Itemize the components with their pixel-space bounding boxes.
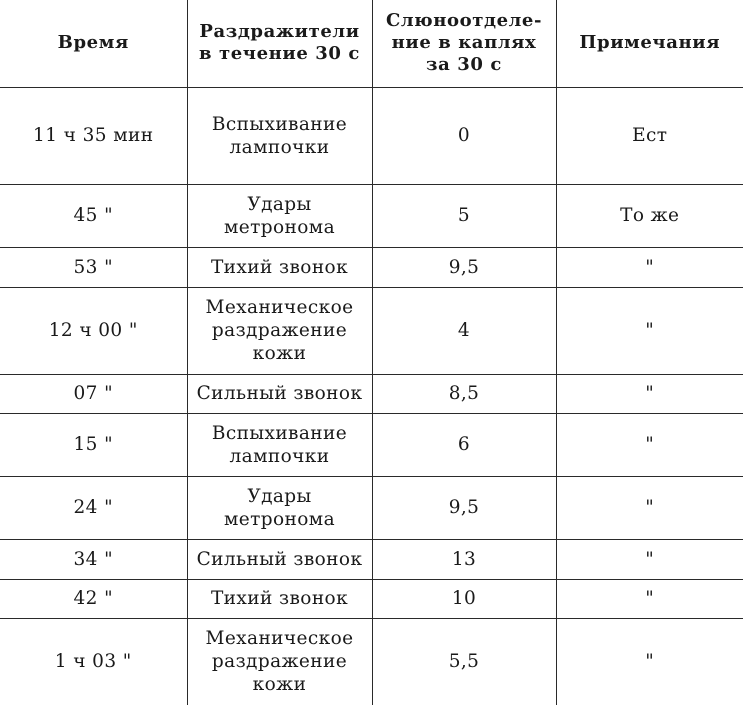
stimulus-cell: Удары метронома [187, 184, 372, 247]
stimulus-cell: Вспыхивание лампочки [187, 87, 372, 184]
note-cell: " [556, 287, 743, 374]
header-stimulus: Раздражители в течение 30 с [187, 0, 372, 87]
note-cell: " [556, 579, 743, 618]
note-cell: " [556, 539, 743, 579]
time-cell: 45 " [0, 184, 187, 247]
header-row [0, 0, 743, 87]
time-cell: 15 " [0, 413, 187, 476]
note-cell: Ест [556, 87, 743, 184]
drops-cell: 5,5 [372, 618, 556, 705]
stimulus-cell: Удары метронома [187, 476, 372, 539]
table-row [0, 413, 743, 476]
header-time: Время [0, 0, 187, 87]
table-row [0, 247, 743, 287]
drops-cell: 5 [372, 184, 556, 247]
stimulus-cell: Сильный звонок [187, 374, 372, 413]
drops-cell: 8,5 [372, 374, 556, 413]
table-row [0, 87, 743, 184]
drops-cell: 10 [372, 579, 556, 618]
table-row [0, 287, 743, 374]
drops-cell: 13 [372, 539, 556, 579]
note-cell: " [556, 476, 743, 539]
note-cell: " [556, 247, 743, 287]
header-notes: Примечания [556, 0, 743, 87]
stimulus-cell: Тихий звонок [187, 247, 372, 287]
table-row [0, 579, 743, 618]
stimulus-cell: Сильный звонок [187, 539, 372, 579]
time-cell: 11 ч 35 мин [0, 87, 187, 184]
table-row [0, 476, 743, 539]
table-row [0, 539, 743, 579]
time-cell: 42 " [0, 579, 187, 618]
stimulus-cell: Механическое раздражение кожи [187, 618, 372, 705]
drops-cell: 6 [372, 413, 556, 476]
table-row [0, 374, 743, 413]
time-cell: 34 " [0, 539, 187, 579]
time-cell: 24 " [0, 476, 187, 539]
stimulus-cell: Тихий звонок [187, 579, 372, 618]
drops-cell: 0 [372, 87, 556, 184]
header-salivation: Слюноотделе- ние в каплях за 30 с [372, 0, 556, 87]
stimulus-cell: Механическое раздражение кожи [187, 287, 372, 374]
drops-cell: 4 [372, 287, 556, 374]
drops-cell: 9,5 [372, 476, 556, 539]
time-cell: 53 " [0, 247, 187, 287]
note-cell: " [556, 618, 743, 705]
stimulus-cell: Вспыхивание лампочки [187, 413, 372, 476]
note-cell: " [556, 374, 743, 413]
time-cell: 1 ч 03 " [0, 618, 187, 705]
note-cell: То же [556, 184, 743, 247]
table-row [0, 618, 743, 705]
note-cell: " [556, 413, 743, 476]
drops-cell: 9,5 [372, 247, 556, 287]
table-row [0, 184, 743, 247]
time-cell: 12 ч 00 " [0, 287, 187, 374]
time-cell: 07 " [0, 374, 187, 413]
